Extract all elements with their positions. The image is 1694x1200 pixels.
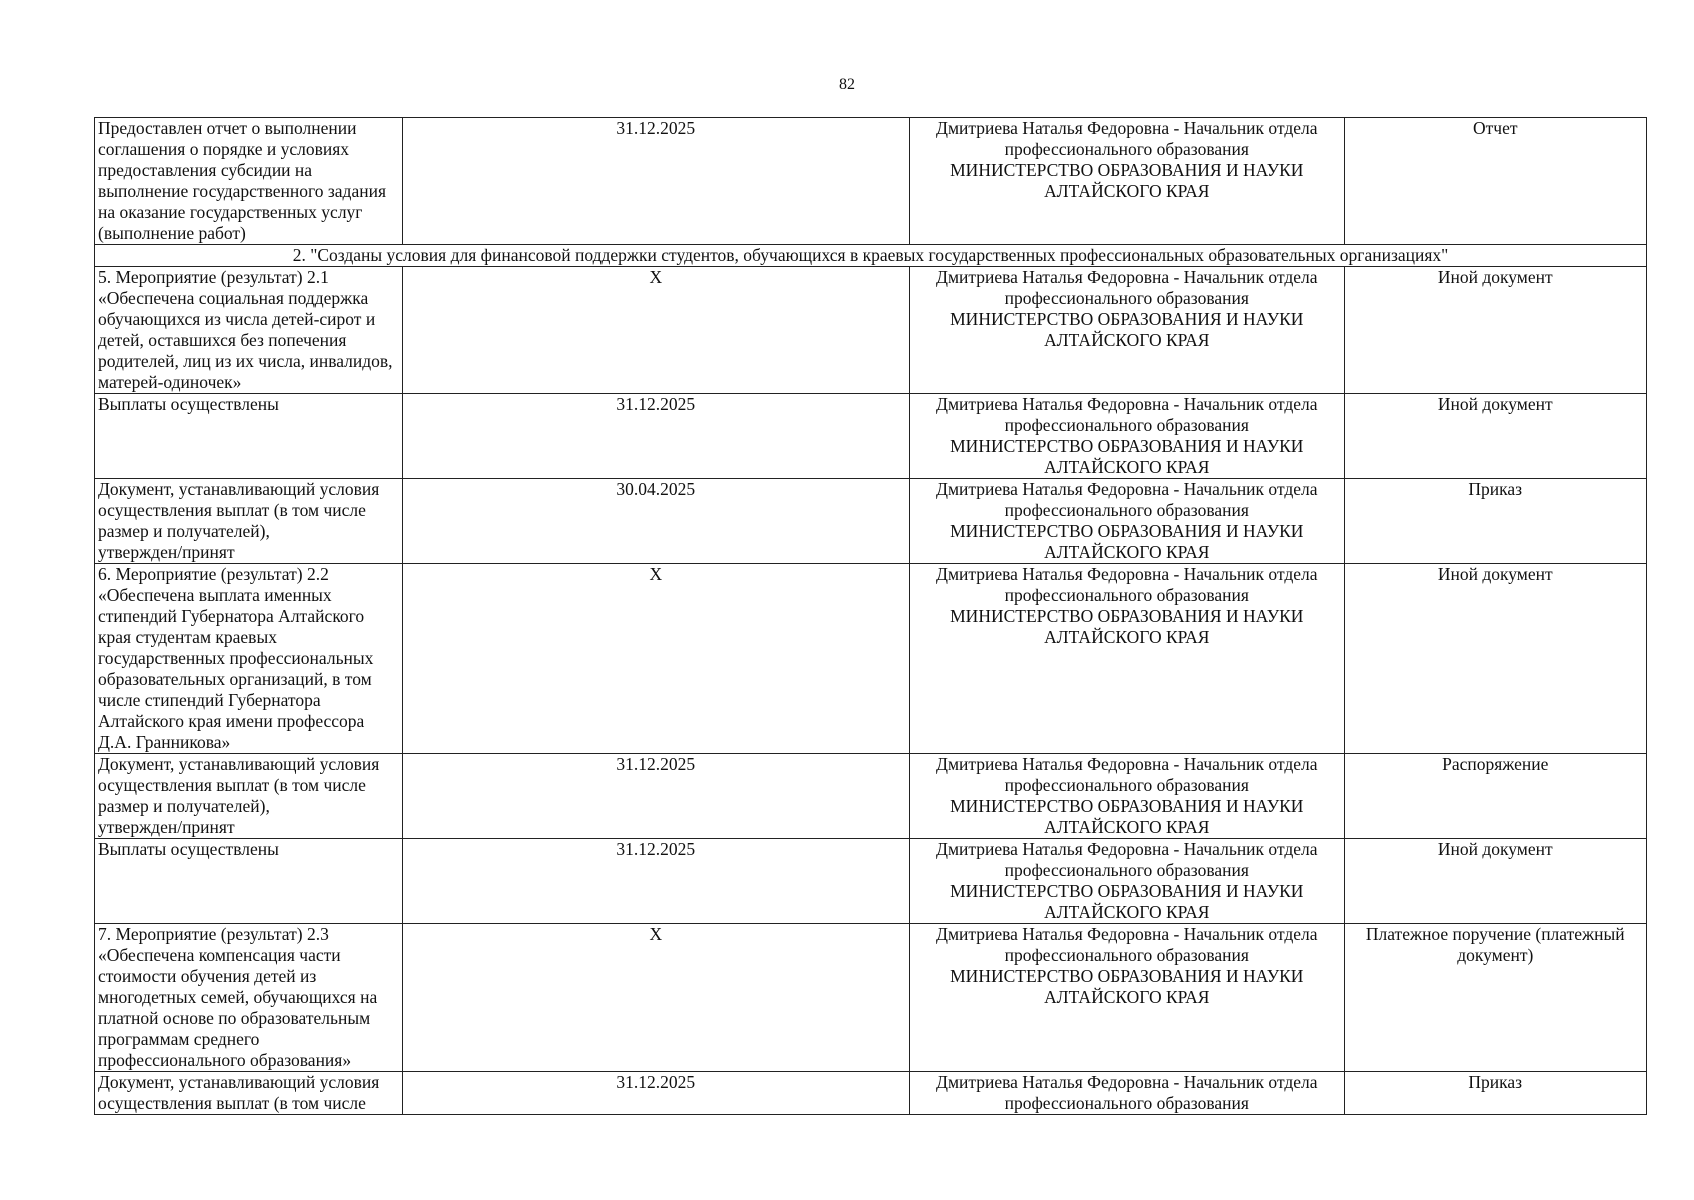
event-name-cell: Документ, устанавливающий условия осуществления выплат (в том числе размер и получателей), утвержден/принят (95, 754, 403, 839)
table-row (95, 1072, 1647, 1115)
table-row (95, 754, 1647, 839)
document-type-cell: Отчет (1344, 118, 1647, 245)
document-type-cell: Иной документ (1344, 394, 1647, 479)
responsible-cell: Дмитриева Наталья Федоровна - Начальник отдела профессионального образования МИНИСТЕРСТВО ОБРАЗОВАНИЯ И НАУКИ АЛТАЙСКОГО КРАЯ (910, 564, 1344, 754)
document-type-cell: Распоряжение (1344, 754, 1647, 839)
date-cell: X (402, 564, 910, 754)
event-name-cell: Выплаты осуществлены (95, 394, 403, 479)
date-cell: X (402, 924, 910, 1072)
date-cell: 31.12.2025 (402, 118, 910, 245)
document-type-cell: Иной документ (1344, 267, 1647, 394)
event-name-cell: Документ, устанавливающий условия осуществления выплат (в том числе (95, 1072, 403, 1115)
document-type-cell: Иной документ (1344, 564, 1647, 754)
date-cell: 31.12.2025 (402, 839, 910, 924)
event-name-cell: 7. Мероприятие (результат) 2.3 «Обеспечена компенсация части стоимости обучения детей из многодетных семей, обучающихся на платной основе по образовательным программам среднего профессионального образования» (95, 924, 403, 1072)
date-cell: X (402, 267, 910, 394)
responsible-cell: Дмитриева Наталья Федоровна - Начальник отдела профессионального образования МИНИСТЕРСТВО ОБРАЗОВАНИЯ И НАУКИ АЛТАЙСКОГО КРАЯ (910, 924, 1344, 1072)
event-name-cell: 6. Мероприятие (результат) 2.2 «Обеспечена выплата именных стипендий Губернатора Алтайского края студентам краевых государственных профессиональных образовательных организаций, в том числе стипендий Губернатора Алтайского края имени профессора Д.А. Гранникова» (95, 564, 403, 754)
event-name-cell: Предоставлен отчет о выполнении соглашения о порядке и условиях предоставления субсидии на выполнение государственного задания на оказание государственных услуг (выполнение работ) (95, 118, 403, 245)
document-type-cell: Приказ (1344, 1072, 1647, 1115)
responsible-cell: Дмитриева Наталья Федоровна - Начальник отдела профессионального образования МИНИСТЕРСТВО ОБРАЗОВАНИЯ И НАУКИ АЛТАЙСКОГО КРАЯ (910, 479, 1344, 564)
document-type-cell: Иной документ (1344, 839, 1647, 924)
date-cell: 30.04.2025 (402, 479, 910, 564)
page-number: 82 (839, 76, 855, 93)
document-type-cell: Платежное поручение (платежный документ) (1344, 924, 1647, 1072)
responsible-cell: Дмитриева Наталья Федоровна - Начальник отдела профессионального образования МИНИСТЕРСТВО ОБРАЗОВАНИЯ И НАУКИ АЛТАЙСКОГО КРАЯ (910, 267, 1344, 394)
event-name-cell: Документ, устанавливающий условия осуществления выплат (в том числе размер и получателей), утвержден/принят (95, 479, 403, 564)
event-name-cell: Выплаты осуществлены (95, 839, 403, 924)
plan-table (94, 117, 1647, 1115)
responsible-cell: Дмитриева Наталья Федоровна - Начальник отдела профессионального образования МИНИСТЕРСТВО ОБРАЗОВАНИЯ И НАУКИ АЛТАЙСКОГО КРАЯ (910, 394, 1344, 479)
table-row (95, 118, 1647, 245)
table-row (95, 924, 1647, 1072)
date-cell: 31.12.2025 (402, 754, 910, 839)
event-name-cell: 5. Мероприятие (результат) 2.1 «Обеспечена социальная поддержка обучающихся из числа детей-сирот и детей, оставшихся без попечения родителей, лиц из их числа, инвалидов, матерей-одиночек» (95, 267, 403, 394)
table-row (95, 479, 1647, 564)
responsible-cell: Дмитриева Наталья Федоровна - Начальник отдела профессионального образования МИНИСТЕРСТВО ОБРАЗОВАНИЯ И НАУКИ АЛТАЙСКОГО КРАЯ (910, 754, 1344, 839)
responsible-cell: Дмитриева Наталья Федоровна - Начальник отдела профессионального образования МИНИСТЕРСТВО ОБРАЗОВАНИЯ И НАУКИ АЛТАЙСКОГО КРАЯ (910, 839, 1344, 924)
table-row (95, 564, 1647, 754)
section-title: 2. "Созданы условия для финансовой поддержки студентов, обучающихся в краевых государственных профессиональных образовательных организациях" (95, 245, 1647, 267)
table-row (95, 267, 1647, 394)
date-cell: 31.12.2025 (402, 394, 910, 479)
table-row (95, 394, 1647, 479)
document-type-cell: Приказ (1344, 479, 1647, 564)
table-row (95, 839, 1647, 924)
section-row (95, 245, 1647, 267)
date-cell: 31.12.2025 (402, 1072, 910, 1115)
responsible-cell: Дмитриева Наталья Федоровна - Начальник отдела профессионального образования (910, 1072, 1344, 1115)
responsible-cell: Дмитриева Наталья Федоровна - Начальник отдела профессионального образования МИНИСТЕРСТВО ОБРАЗОВАНИЯ И НАУКИ АЛТАЙСКОГО КРАЯ (910, 118, 1344, 245)
